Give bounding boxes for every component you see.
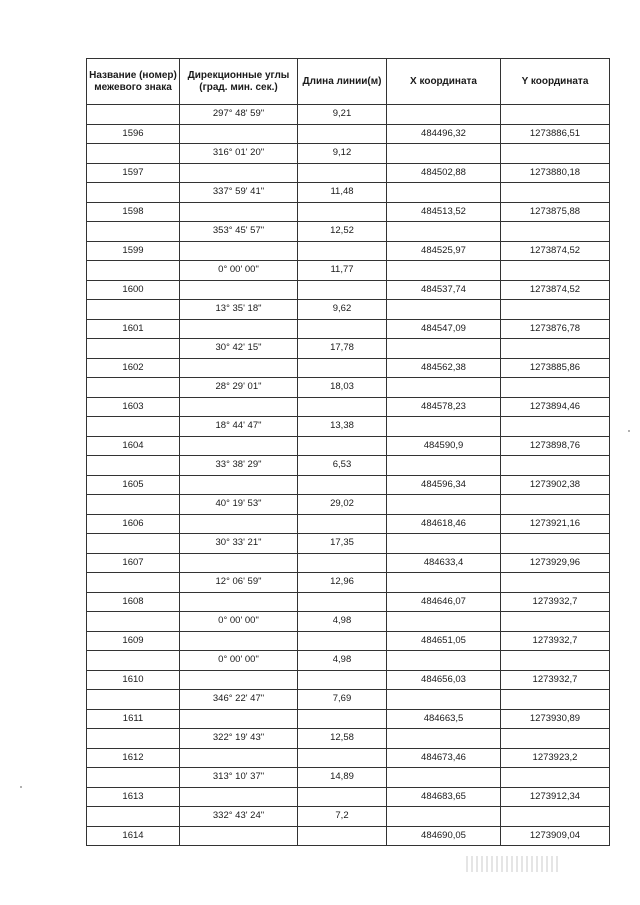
scan-speck	[20, 786, 22, 788]
cell-y-coordinate	[501, 261, 610, 281]
cell-line-length	[298, 826, 387, 846]
cell-direction-angle	[180, 787, 298, 807]
table-row	[87, 339, 610, 359]
cell-x-coordinate: 484502,88	[387, 163, 501, 183]
cell-mark-name	[87, 768, 180, 788]
cell-direction-angle	[180, 436, 298, 456]
cell-x-coordinate	[387, 573, 501, 593]
cell-line-length	[298, 514, 387, 534]
cell-y-coordinate	[501, 144, 610, 164]
cell-mark-name: 1609	[87, 631, 180, 651]
cell-y-coordinate	[501, 183, 610, 203]
cell-x-coordinate: 484656,03	[387, 670, 501, 690]
cell-direction-angle	[180, 397, 298, 417]
cell-x-coordinate	[387, 222, 501, 242]
cell-mark-name	[87, 651, 180, 671]
cell-mark-name: 1599	[87, 241, 180, 261]
cell-direction-angle	[180, 358, 298, 378]
table-row	[87, 573, 610, 593]
cell-x-coordinate	[387, 339, 501, 359]
cell-x-coordinate: 484651,05	[387, 631, 501, 651]
header-direction-angle: Дирекционные углы (град. мин. сек.)	[180, 59, 298, 105]
cell-direction-angle: 353° 45' 57"	[180, 222, 298, 242]
cell-direction-angle: 316° 01' 20"	[180, 144, 298, 164]
cell-direction-angle	[180, 280, 298, 300]
cell-y-coordinate	[501, 690, 610, 710]
cell-line-length: 17,78	[298, 339, 387, 359]
cell-line-length	[298, 397, 387, 417]
cell-mark-name	[87, 417, 180, 437]
cell-line-length	[298, 163, 387, 183]
cell-line-length: 4,98	[298, 651, 387, 671]
header-x-coordinate: X координата	[387, 59, 501, 105]
cell-line-length: 11,77	[298, 261, 387, 281]
cell-x-coordinate	[387, 456, 501, 476]
cell-direction-angle	[180, 202, 298, 222]
cell-y-coordinate	[501, 729, 610, 749]
header-y-coordinate: Y координата	[501, 59, 610, 105]
cell-line-length	[298, 670, 387, 690]
cell-direction-angle: 12° 06' 59"	[180, 573, 298, 593]
cell-mark-name: 1601	[87, 319, 180, 339]
table-header	[87, 59, 610, 105]
cell-line-length: 7,69	[298, 690, 387, 710]
cell-direction-angle	[180, 124, 298, 144]
cell-line-length: 9,62	[298, 300, 387, 320]
cell-y-coordinate	[501, 105, 610, 125]
table-row	[87, 651, 610, 671]
cell-mark-name: 1602	[87, 358, 180, 378]
table-row	[87, 105, 610, 125]
cell-x-coordinate: 484496,32	[387, 124, 501, 144]
table-row	[87, 709, 610, 729]
cell-direction-angle: 30° 42' 15"	[180, 339, 298, 359]
table-row	[87, 183, 610, 203]
cell-x-coordinate	[387, 690, 501, 710]
cell-mark-name: 1603	[87, 397, 180, 417]
cell-x-coordinate: 484683,65	[387, 787, 501, 807]
cell-mark-name	[87, 573, 180, 593]
table-row	[87, 397, 610, 417]
cell-direction-angle	[180, 163, 298, 183]
cell-mark-name	[87, 300, 180, 320]
cell-x-coordinate	[387, 729, 501, 749]
table-row	[87, 456, 610, 476]
cell-line-length	[298, 202, 387, 222]
cell-x-coordinate: 484562,38	[387, 358, 501, 378]
table-row	[87, 826, 610, 846]
table-row	[87, 807, 610, 827]
cell-direction-angle	[180, 592, 298, 612]
cell-x-coordinate: 484618,46	[387, 514, 501, 534]
cell-y-coordinate: 1273909,04	[501, 826, 610, 846]
cell-y-coordinate: 1273886,51	[501, 124, 610, 144]
table-row	[87, 514, 610, 534]
cell-y-coordinate: 1273929,96	[501, 553, 610, 573]
table-row	[87, 124, 610, 144]
table-row	[87, 787, 610, 807]
cell-line-length: 14,89	[298, 768, 387, 788]
table-row	[87, 261, 610, 281]
table-row	[87, 768, 610, 788]
cell-x-coordinate: 484578,23	[387, 397, 501, 417]
cell-x-coordinate	[387, 495, 501, 515]
cell-mark-name	[87, 105, 180, 125]
cell-direction-angle	[180, 553, 298, 573]
cell-mark-name	[87, 807, 180, 827]
cell-mark-name	[87, 456, 180, 476]
cell-y-coordinate	[501, 456, 610, 476]
cell-mark-name: 1606	[87, 514, 180, 534]
cell-x-coordinate: 484673,46	[387, 748, 501, 768]
cell-line-length: 17,35	[298, 534, 387, 554]
cell-line-length	[298, 358, 387, 378]
table-row	[87, 612, 610, 632]
cell-y-coordinate	[501, 378, 610, 398]
table-row	[87, 534, 610, 554]
cell-mark-name	[87, 261, 180, 281]
table-row	[87, 670, 610, 690]
cell-line-length	[298, 748, 387, 768]
cell-y-coordinate: 1273875,88	[501, 202, 610, 222]
cell-direction-angle: 18° 44' 47"	[180, 417, 298, 437]
cell-mark-name: 1610	[87, 670, 180, 690]
table-row	[87, 144, 610, 164]
cell-direction-angle	[180, 631, 298, 651]
cell-x-coordinate: 484525,97	[387, 241, 501, 261]
cell-line-length: 7,2	[298, 807, 387, 827]
cell-direction-angle	[180, 514, 298, 534]
table-row	[87, 280, 610, 300]
cell-x-coordinate	[387, 417, 501, 437]
cell-mark-name	[87, 690, 180, 710]
cell-x-coordinate: 484547,09	[387, 319, 501, 339]
cell-mark-name	[87, 339, 180, 359]
cell-direction-angle: 40° 19' 53"	[180, 495, 298, 515]
cell-line-length: 12,58	[298, 729, 387, 749]
cell-direction-angle: 332° 43' 24"	[180, 807, 298, 827]
cell-y-coordinate: 1273874,52	[501, 241, 610, 261]
cell-mark-name	[87, 495, 180, 515]
cell-y-coordinate	[501, 612, 610, 632]
cell-mark-name: 1598	[87, 202, 180, 222]
cell-x-coordinate	[387, 768, 501, 788]
cell-y-coordinate	[501, 573, 610, 593]
cell-x-coordinate	[387, 378, 501, 398]
table-row	[87, 729, 610, 749]
table-row	[87, 495, 610, 515]
cell-mark-name	[87, 378, 180, 398]
cell-line-length	[298, 319, 387, 339]
cell-direction-angle	[180, 709, 298, 729]
cell-line-length	[298, 631, 387, 651]
cell-line-length	[298, 553, 387, 573]
table-row	[87, 241, 610, 261]
cell-direction-angle	[180, 670, 298, 690]
cell-x-coordinate	[387, 144, 501, 164]
table-row	[87, 358, 610, 378]
cell-mark-name: 1597	[87, 163, 180, 183]
cell-y-coordinate: 1273898,76	[501, 436, 610, 456]
cell-direction-angle: 13° 35' 18"	[180, 300, 298, 320]
cell-mark-name: 1613	[87, 787, 180, 807]
cell-mark-name: 1596	[87, 124, 180, 144]
cell-mark-name	[87, 612, 180, 632]
cell-y-coordinate	[501, 651, 610, 671]
cell-direction-angle	[180, 826, 298, 846]
cell-line-length	[298, 787, 387, 807]
cell-mark-name	[87, 144, 180, 164]
cell-x-coordinate	[387, 183, 501, 203]
table-row	[87, 748, 610, 768]
cell-y-coordinate: 1273932,7	[501, 670, 610, 690]
cell-mark-name: 1612	[87, 748, 180, 768]
cell-x-coordinate: 484596,34	[387, 475, 501, 495]
cell-line-length: 29,02	[298, 495, 387, 515]
cell-line-length: 13,38	[298, 417, 387, 437]
cell-x-coordinate	[387, 534, 501, 554]
cell-line-length: 9,12	[298, 144, 387, 164]
cell-line-length: 9,21	[298, 105, 387, 125]
cell-y-coordinate: 1273880,18	[501, 163, 610, 183]
table-row	[87, 417, 610, 437]
cell-line-length: 12,96	[298, 573, 387, 593]
cell-y-coordinate	[501, 807, 610, 827]
cell-mark-name: 1605	[87, 475, 180, 495]
cell-mark-name	[87, 183, 180, 203]
cell-y-coordinate: 1273930,89	[501, 709, 610, 729]
cell-mark-name	[87, 222, 180, 242]
cell-mark-name: 1614	[87, 826, 180, 846]
cell-line-length	[298, 475, 387, 495]
cell-x-coordinate: 484690,05	[387, 826, 501, 846]
cell-x-coordinate: 484646,07	[387, 592, 501, 612]
cell-line-length: 12,52	[298, 222, 387, 242]
cell-direction-angle: 337° 59' 41"	[180, 183, 298, 203]
cell-line-length	[298, 709, 387, 729]
table-row	[87, 319, 610, 339]
faint-stamp-mark	[466, 856, 558, 872]
cell-x-coordinate	[387, 651, 501, 671]
table-row	[87, 300, 610, 320]
cell-y-coordinate	[501, 339, 610, 359]
cell-direction-angle: 322° 19' 43"	[180, 729, 298, 749]
cell-y-coordinate: 1273912,34	[501, 787, 610, 807]
cell-direction-angle: 0° 00' 00"	[180, 651, 298, 671]
cell-x-coordinate: 484633,4	[387, 553, 501, 573]
cell-mark-name	[87, 534, 180, 554]
cell-x-coordinate	[387, 105, 501, 125]
cell-line-length: 6,53	[298, 456, 387, 476]
table-row	[87, 631, 610, 651]
cell-y-coordinate	[501, 534, 610, 554]
cell-x-coordinate: 484590,9	[387, 436, 501, 456]
cell-mark-name: 1611	[87, 709, 180, 729]
cell-y-coordinate: 1273876,78	[501, 319, 610, 339]
header-line-length: Длина линии(м)	[298, 59, 387, 105]
cell-direction-angle: 28° 29' 01"	[180, 378, 298, 398]
cell-line-length	[298, 280, 387, 300]
cell-line-length: 4,98	[298, 612, 387, 632]
cell-direction-angle	[180, 748, 298, 768]
table-row	[87, 475, 610, 495]
table-row	[87, 436, 610, 456]
cell-direction-angle	[180, 241, 298, 261]
table-row	[87, 163, 610, 183]
cell-line-length: 18,03	[298, 378, 387, 398]
cell-y-coordinate: 1273874,52	[501, 280, 610, 300]
cell-direction-angle: 313° 10' 37"	[180, 768, 298, 788]
header-row	[87, 59, 610, 105]
cell-y-coordinate	[501, 768, 610, 788]
table-row	[87, 553, 610, 573]
cell-mark-name: 1607	[87, 553, 180, 573]
cell-direction-angle: 346° 22' 47"	[180, 690, 298, 710]
table-row	[87, 222, 610, 242]
cell-y-coordinate: 1273902,38	[501, 475, 610, 495]
cell-direction-angle: 297° 48' 59"	[180, 105, 298, 125]
cell-y-coordinate: 1273932,7	[501, 592, 610, 612]
header-mark-name: Название (номер) межевого знака	[87, 59, 180, 105]
cell-x-coordinate	[387, 261, 501, 281]
cell-y-coordinate: 1273894,46	[501, 397, 610, 417]
cell-line-length: 11,48	[298, 183, 387, 203]
cell-y-coordinate	[501, 495, 610, 515]
cell-y-coordinate	[501, 222, 610, 242]
cell-direction-angle: 0° 00' 00"	[180, 612, 298, 632]
table-body	[87, 105, 610, 846]
cell-y-coordinate: 1273885,86	[501, 358, 610, 378]
cell-line-length	[298, 241, 387, 261]
table-row	[87, 378, 610, 398]
scan-speck	[628, 430, 630, 432]
cell-y-coordinate: 1273932,7	[501, 631, 610, 651]
cell-direction-angle: 33° 38' 29"	[180, 456, 298, 476]
cell-mark-name	[87, 729, 180, 749]
cell-x-coordinate: 484513,52	[387, 202, 501, 222]
cell-y-coordinate: 1273921,16	[501, 514, 610, 534]
table-row	[87, 690, 610, 710]
cell-y-coordinate: 1273923,2	[501, 748, 610, 768]
table-row	[87, 202, 610, 222]
cell-x-coordinate	[387, 612, 501, 632]
boundary-marks-table	[86, 58, 610, 846]
cell-x-coordinate	[387, 300, 501, 320]
cell-y-coordinate	[501, 417, 610, 437]
cell-line-length	[298, 124, 387, 144]
cell-x-coordinate	[387, 807, 501, 827]
cell-mark-name: 1604	[87, 436, 180, 456]
cell-direction-angle	[180, 319, 298, 339]
cell-line-length	[298, 592, 387, 612]
cell-direction-angle	[180, 475, 298, 495]
cell-mark-name: 1600	[87, 280, 180, 300]
cell-direction-angle: 0° 00' 00"	[180, 261, 298, 281]
cell-y-coordinate	[501, 300, 610, 320]
cell-mark-name: 1608	[87, 592, 180, 612]
table-row	[87, 592, 610, 612]
cell-x-coordinate: 484663,5	[387, 709, 501, 729]
cell-direction-angle: 30° 33' 21"	[180, 534, 298, 554]
cell-x-coordinate: 484537,74	[387, 280, 501, 300]
cell-line-length	[298, 436, 387, 456]
